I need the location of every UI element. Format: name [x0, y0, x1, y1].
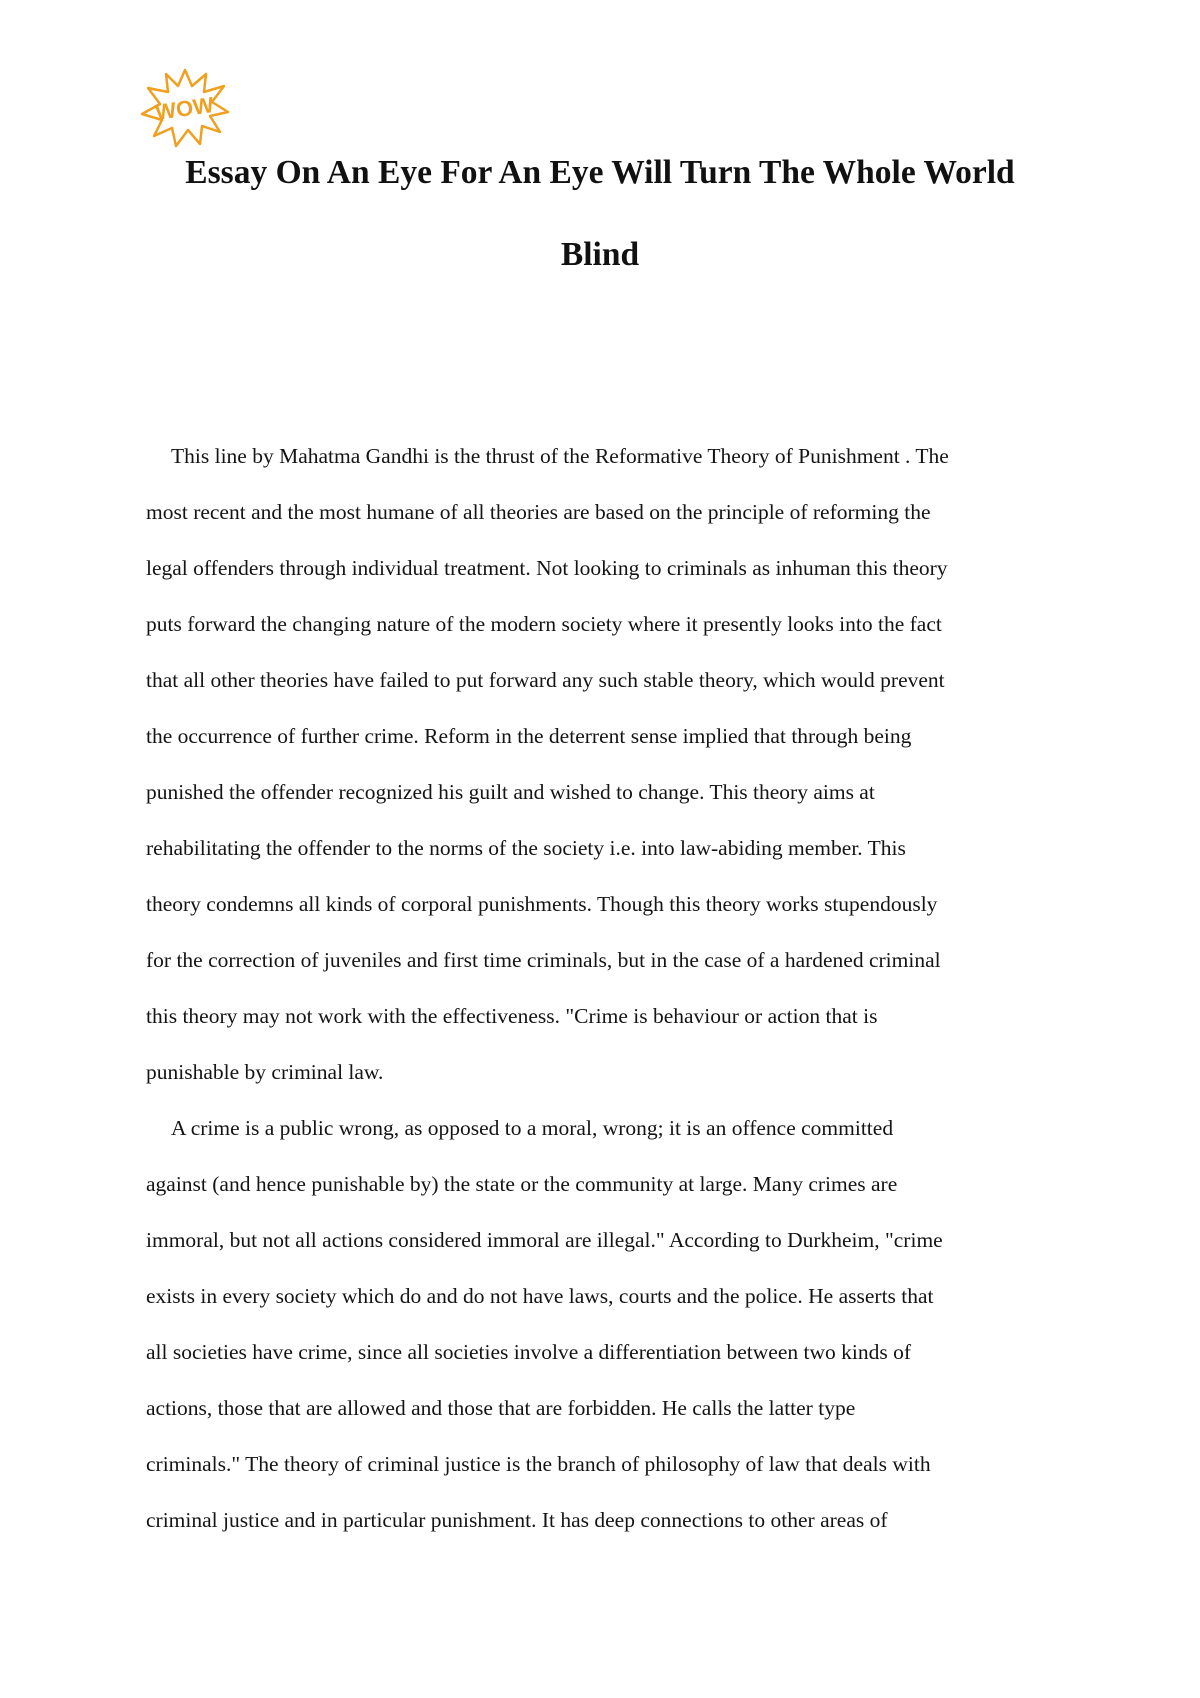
- body-line: This line by Mahatma Gandhi is the thrust of the Reformative Theory of Punishment . The: [171, 444, 949, 468]
- body-line: against (and hence punishable by) the state or the community at large. Many crimes are: [146, 1172, 898, 1196]
- essay-body: [146, 428, 1066, 1548]
- body-line: puts forward the changing nature of the modern society where it presently looks into the fact: [146, 612, 942, 636]
- body-line: legal offenders through individual treatment. Not looking to criminals as inhuman this theory: [146, 556, 948, 580]
- title-line: Essay On An Eye For An Eye Will Turn The Whole World: [185, 154, 1015, 191]
- body-line: for the correction of juveniles and first time criminals, but in the case of a hardened criminal: [146, 948, 941, 972]
- body-line: punished the offender recognized his guilt and wished to change. This theory aims at: [146, 780, 875, 804]
- body-line: immoral, but not all actions considered immoral are illegal." According to Durkheim, "crime: [146, 1228, 943, 1252]
- body-line: rehabilitating the offender to the norms of the society i.e. into law-abiding member. This: [146, 836, 906, 860]
- body-line: exists in every society which do and do not have laws, courts and the police. He asserts that: [146, 1284, 934, 1308]
- body-line: A crime is a public wrong, as opposed to a moral, wrong; it is an offence committed: [171, 1116, 894, 1140]
- body-line: theory condemns all kinds of corporal punishments. Though this theory works stupendously: [146, 892, 938, 916]
- body-line: most recent and the most humane of all theories are based on the principle of reforming the: [146, 500, 931, 524]
- essay-title: [130, 132, 1070, 296]
- title-line: Blind: [560, 236, 640, 273]
- body-line: actions, those that are allowed and those that are forbidden. He calls the latter type: [146, 1396, 856, 1420]
- body-line: all societies have crime, since all societies involve a differentiation between two kinds of: [146, 1340, 911, 1364]
- body-line: this theory may not work with the effectiveness. "Crime is behaviour or action that is: [146, 1004, 878, 1028]
- body-line: the occurrence of further crime. Reform in the deterrent sense implied that through being: [146, 724, 912, 748]
- body-line: criminal justice and in particular punishment. It has deep connections to other areas of: [146, 1508, 888, 1532]
- body-line: punishable by criminal law.: [146, 1060, 384, 1084]
- body-line: criminals." The theory of criminal justice is the branch of philosophy of law that deals with: [146, 1452, 931, 1476]
- logo-text: WOW: [153, 92, 216, 125]
- body-line: that all other theories have failed to put forward any such stable theory, which would prevent: [146, 668, 945, 692]
